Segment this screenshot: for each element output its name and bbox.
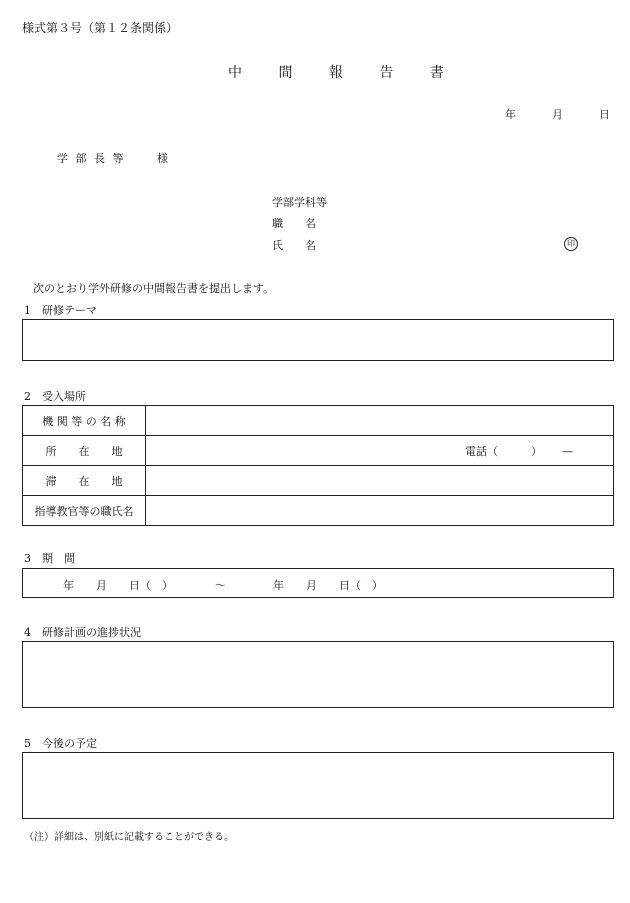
seal-icon: 印 [564, 237, 578, 251]
period-start: 年 月 日（ ） [63, 579, 173, 592]
date-month: 月 [552, 108, 563, 121]
place-value-org[interactable] [146, 406, 614, 436]
place-value-stay[interactable] [146, 466, 614, 496]
table-row [23, 436, 614, 466]
applicant-name-label: 氏 名 [272, 239, 316, 252]
intro-text: 次のとおり学外研修の中間報告書を提出します。 [33, 282, 275, 295]
addressee: 学 部 長 等 様 [57, 152, 170, 165]
phone-label: 電話（ ） — [465, 444, 573, 458]
progress-box[interactable] [22, 641, 614, 708]
applicant-dept-label: 学部学科等 [272, 196, 327, 209]
place-label-advisor: 指導教官等の職氏名 [23, 496, 146, 526]
place-label-address: 所 在 地 [23, 436, 146, 466]
place-value-address[interactable] [146, 436, 614, 466]
section-period-heading: 3 期 間 [24, 552, 75, 565]
table-row [23, 466, 614, 496]
period-end: 年 月 日（ ） [273, 579, 383, 592]
seal-mark [564, 236, 578, 251]
section-theme-heading: 1 研修テーマ [24, 304, 97, 317]
form-number: 様式第３号（第１２条関係） [22, 21, 179, 35]
place-label-org: 機 関 等 の 名 称 [23, 406, 146, 436]
section-place-heading: 2 受入場所 [24, 390, 86, 403]
table-row [23, 406, 614, 436]
page-title: 中 間 報 告 書 [228, 65, 460, 81]
date-day: 日 [599, 108, 610, 121]
section-progress-heading: 4 研修計画の進捗状況 [24, 626, 141, 639]
period-box[interactable] [22, 568, 614, 598]
place-label-stay: 滞 在 地 [23, 466, 146, 496]
table-row [23, 496, 614, 526]
place-value-advisor[interactable] [146, 496, 614, 526]
period-tilde: 〜 [215, 579, 226, 592]
section-future-heading: 5 今後の予定 [24, 737, 97, 750]
footnote: （注）詳細は、別紙に記載することができる。 [24, 832, 234, 843]
place-table [22, 405, 614, 526]
future-box[interactable] [22, 752, 614, 819]
applicant-position-label: 職 名 [272, 217, 316, 230]
theme-box[interactable] [22, 319, 614, 361]
date-year: 年 [505, 108, 516, 121]
